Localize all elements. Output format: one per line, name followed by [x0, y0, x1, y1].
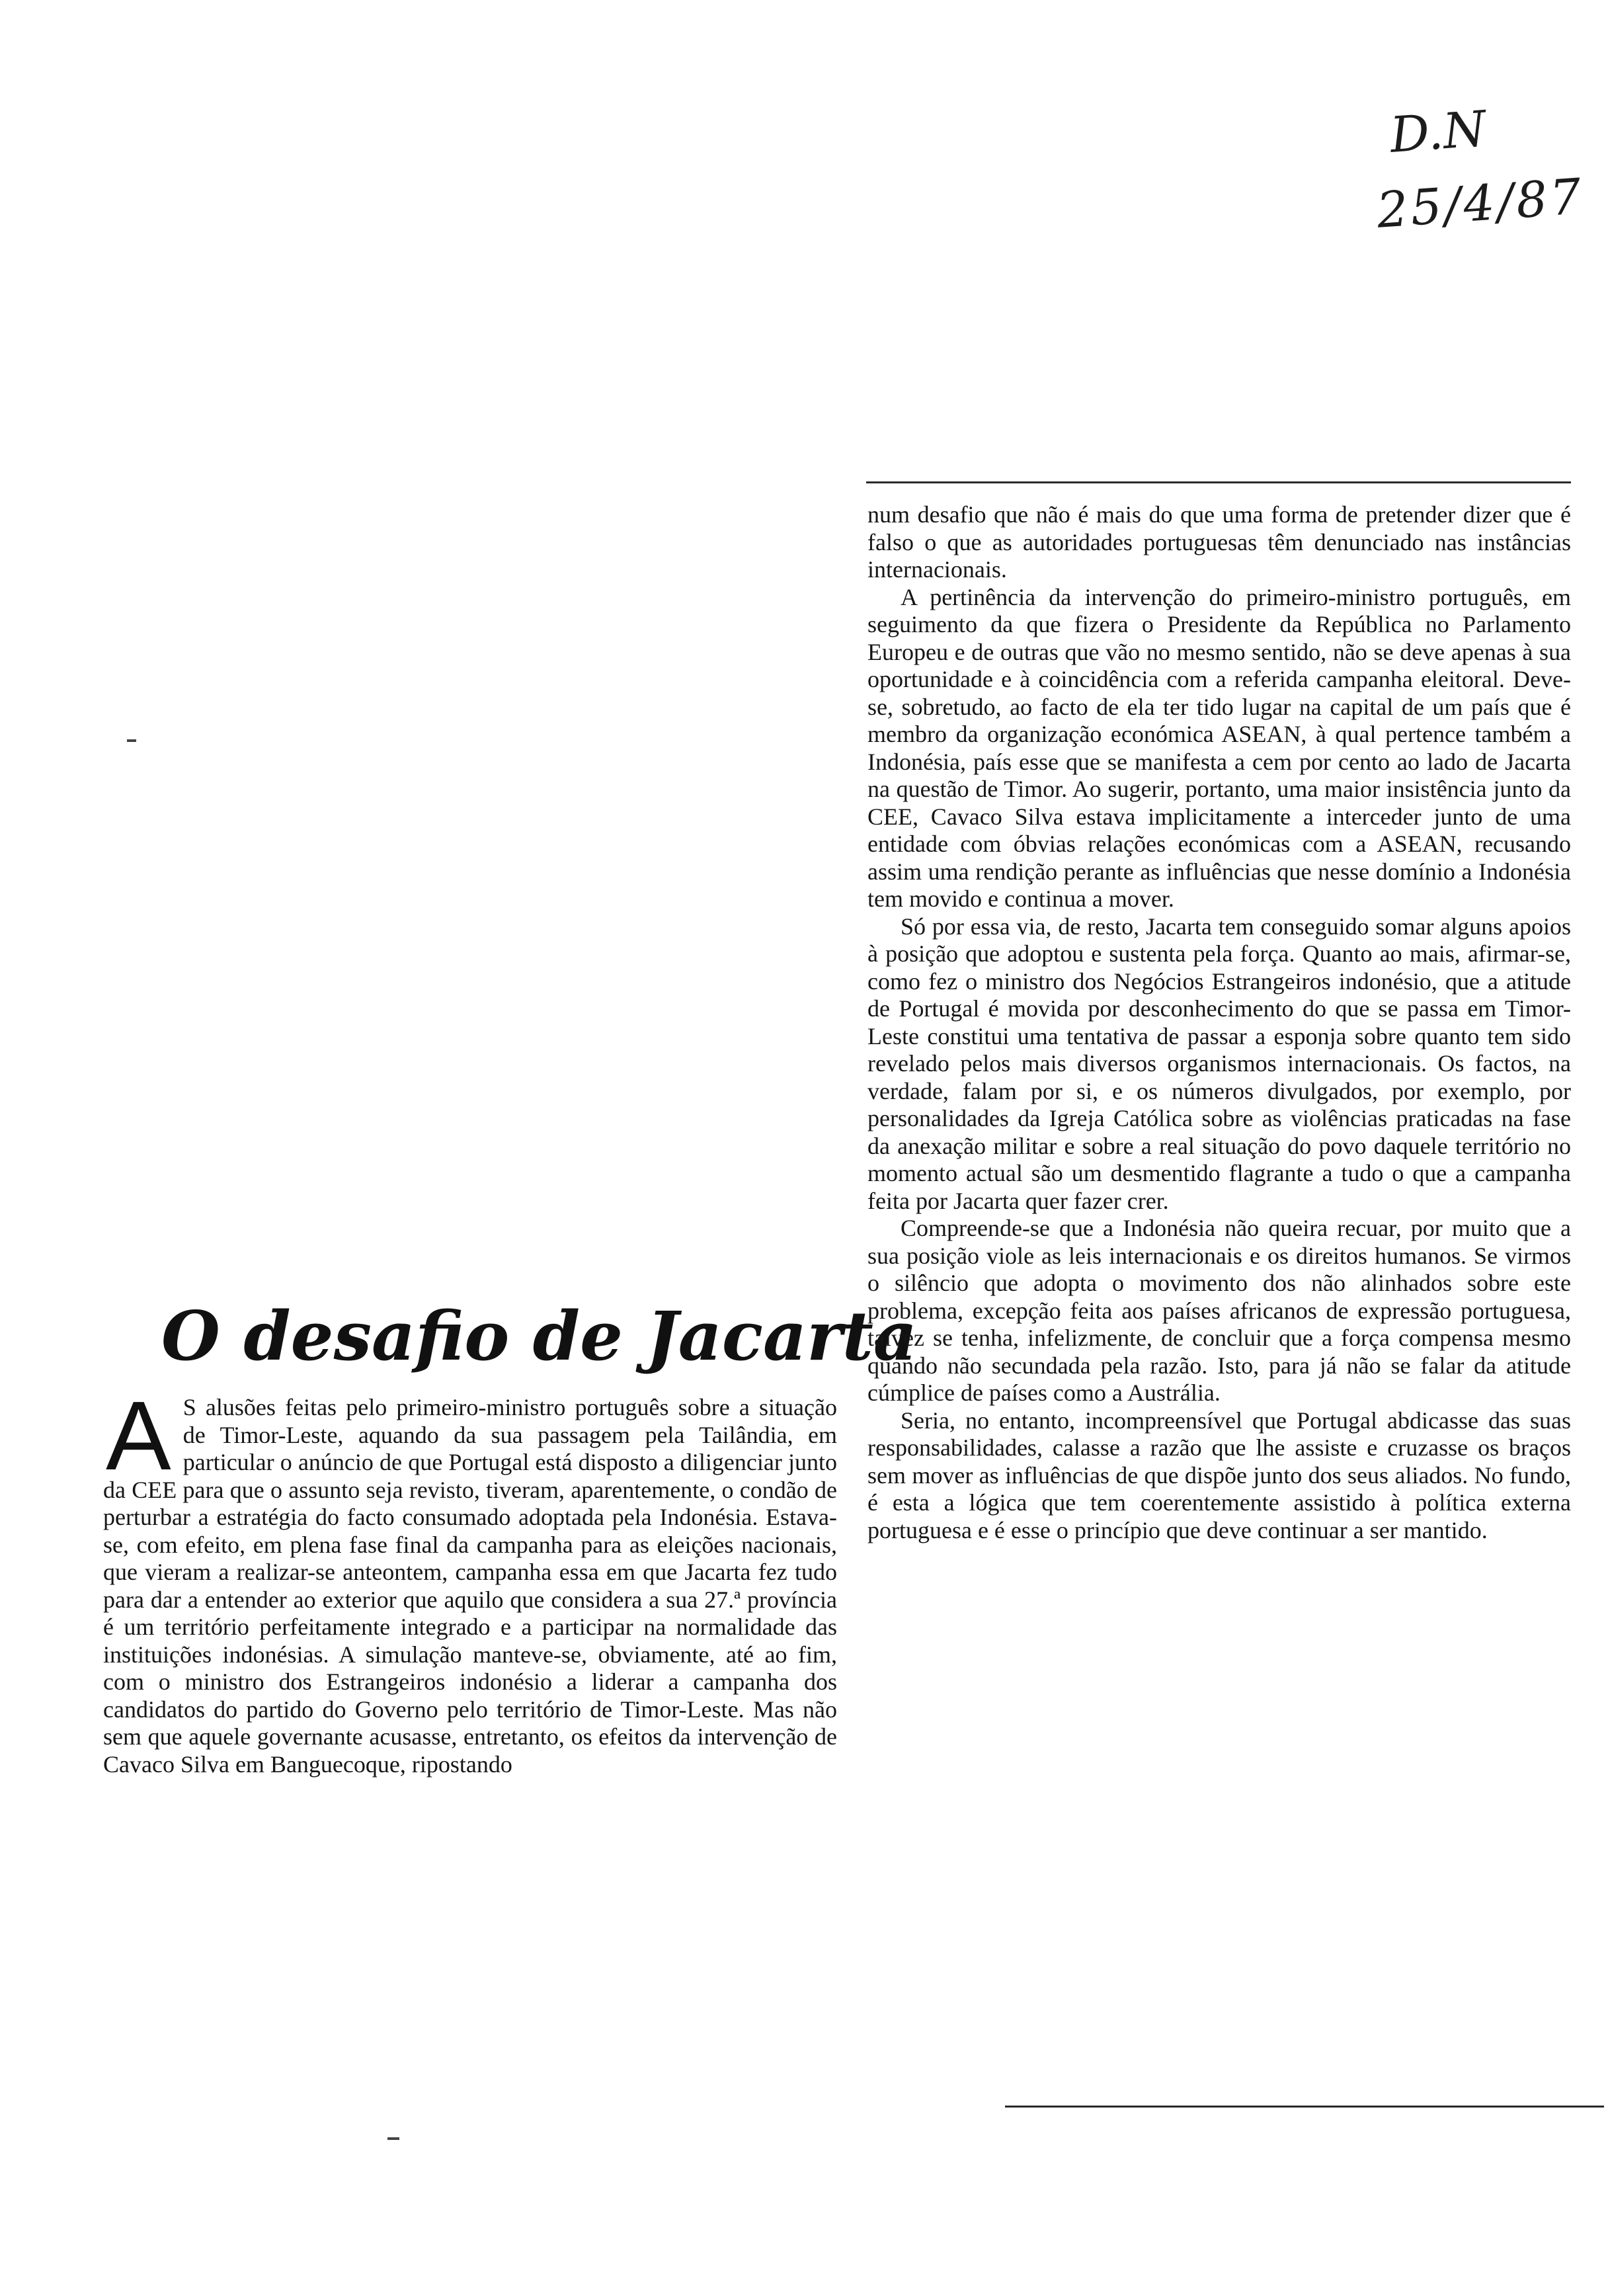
scan-speck — [127, 739, 136, 742]
scan-speck — [387, 2137, 399, 2140]
article-paragraph: Compreende-se que a Indonésia não queira recuar, por muito que a sua posição viole as leis internacionais e os direitos humanos. Se virmos o silêncio que adopta o movimento dos não alinhados sobre este problema, excepção feita aos países africanos de expressão portuguesa, talvez se tenha, infelizmente, de concluir que a força compensa mesmo quando não secundada pela razão. Isto, para já não se falar da atitude cúmplice de países como a Austrália. — [867, 1215, 1571, 1406]
article-paragraph: Só por essa via, de resto, Jacarta tem conseguido somar alguns apoios à posição que adoptou e sustenta pela força. Quanto ao mais, afirmar-se, como fez o ministro dos Negócios Estrangeiros indonésio, que a atitude de Portugal é movida por desconhecimento do que se passa em Timor-Leste constitui uma tentativa de passar a esponja sobre quanto tem sido revelado pelos mais diversos organismos internacionais. Os factos, na verdade, falam por si, e os números divulgados, por exemplo, por personalidades da Igreja Católica sobre as violências praticadas na fase da anexação militar e sobre a real situação do povo daquele território no momento actual são um desmentido flagrante a tudo o que a campanha feita por Jacarta quer fazer crer. — [867, 913, 1571, 1214]
article-paragraph — [103, 1381, 837, 1778]
column-top-rule — [866, 481, 1571, 483]
right-column — [867, 501, 1571, 1544]
article-paragraph: Seria, no entanto, incompreensível que Portugal abdicasse das suas responsabilidades, calasse a razão que lhe assiste e cruzasse os braços sem mover as influências de que dispõe junto dos seus aliados. No fundo, é esta a lógica que tem coerentemente assistido à política externa portuguesa e é esse o princípio que deve continuar a ser mantido. — [867, 1407, 1571, 1543]
article-paragraph: num desafio que não é mais do que uma forma de pretender dizer que é falso o que as autoridades portuguesas têm denunciado nas instâncias internacionais. — [867, 501, 1571, 583]
handwritten-date-note: 25/4/87 — [1375, 168, 1586, 239]
article-paragraph: A pertinência da intervenção do primeiro-ministro português, em seguimento da que fizera o Presidente da República no Parlamento Europeu e de outras que vão no mesmo sentido, não se deve apenas à sua oportunidade e à coincidência com a referida campanha eleitoral. Deve-se, sobretudo, ao facto de ela ter tido lugar na capital de um país que é membro da organização económica ASEAN, à qual pertence também a Indonésia, país esse que se manifesta a cem por cento ao lado de Jacarta na questão de Timor. Ao sugerir, portanto, uma maior insistência junto da CEE, Cavaco Silva estava implicitamente a interceder junto de uma entidade com óbvias relações económicas com a ASEAN, recusando assim uma rendição perante as influências que nesse domínio a Indonésia tem movido e continua a mover. — [867, 583, 1571, 912]
column-bottom-rule — [1005, 2106, 1604, 2108]
drop-cap: A — [106, 1381, 171, 1491]
article-headline: O desafio de Jacarta — [161, 1297, 918, 1376]
left-column — [103, 1381, 837, 1778]
handwritten-source-note: D.N — [1388, 100, 1488, 164]
paragraph-text: S alusões feitas pelo primeiro-ministro português sobre a situação de Timor-Leste, aquando da sua passagem pela Tailândia, em particular o anúncio de que Portugal está disposto a diligenciar junto da CEE para que o assunto seja revisto, tiveram, aparentemente, o condão de perturbar a estratégia do facto consumado adoptada pela Indonésia. Estava-se, com efeito, em plena fase final da campanha para as eleições nacionais, que vieram a realizar-se anteontem, campanha essa em que Jacarta fez tudo para dar a entender ao exterior que aquilo que considera a sua 27.ª província é um território perfeitamente integrado e a participar na normalidade das instituições indonésias. A simulação manteve-se, obviamente, até ao fim, com o ministro dos Estrangeiros indonésio a liderar a campanha dos candidatos do partido do Governo pelo território de Timor-Leste. Mas não sem que aquele governante acusasse, entretanto, os efeitos da intervenção de Cavaco Silva em Banguecoque, ripostando — [103, 1394, 837, 1778]
